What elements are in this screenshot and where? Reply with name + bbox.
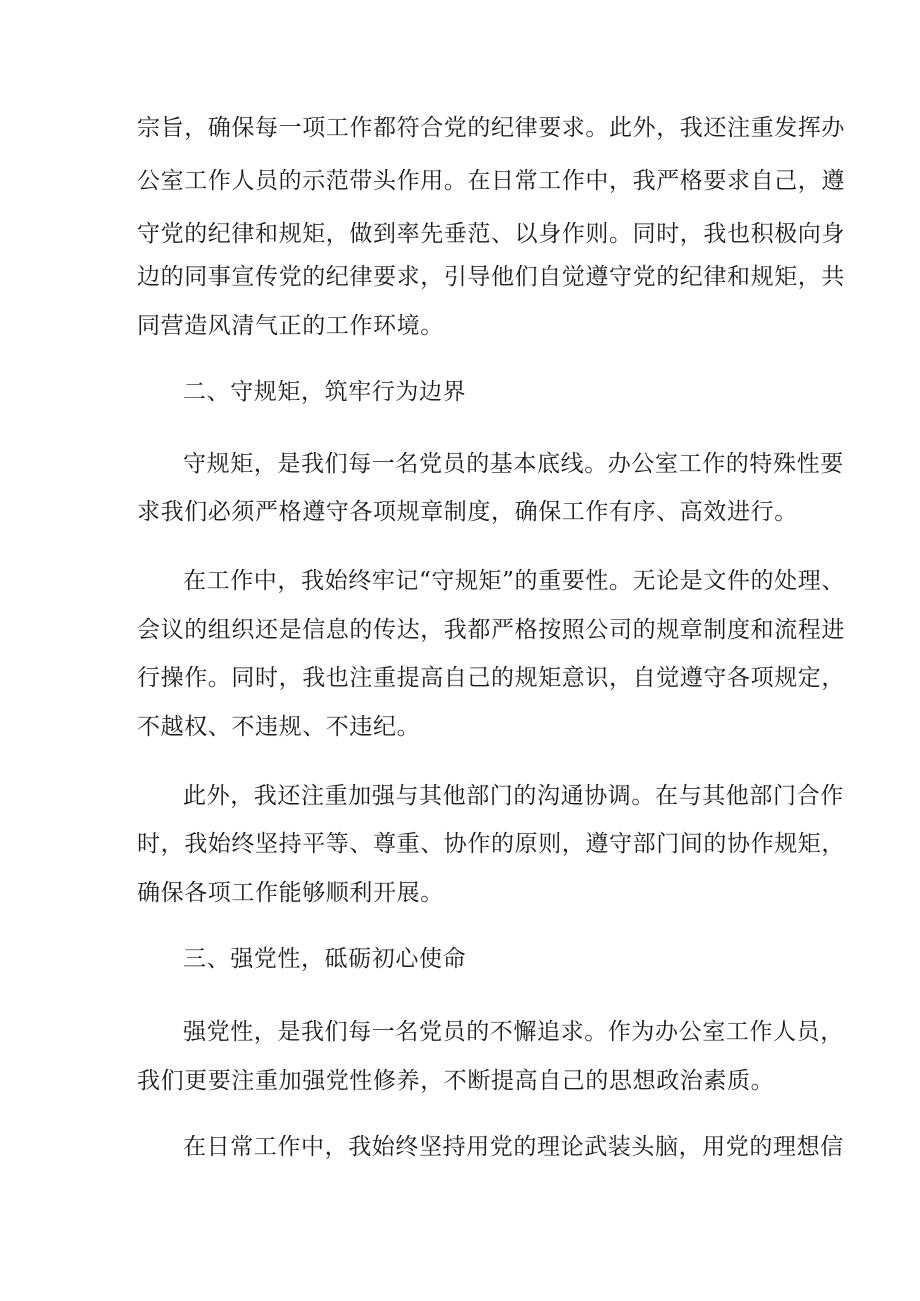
paragraph-line: 边的同事宣传党的纪律要求，引导他们自觉遵守党的纪律和规矩，共: [137, 264, 845, 290]
paragraph-line: 此外，我还注重加强与其他部门的沟通协调。在与其他部门合作: [183, 783, 844, 809]
paragraph-line: 宗旨，确保每一项工作都符合党的纪律要求。此外，我还注重发挥办: [137, 115, 845, 141]
paragraph-line: 不越权、不违规、不违纪。: [137, 714, 421, 740]
paragraph-line: 在日常工作中，我始终坚持用党的理论武装头脑，用党的理想信: [183, 1134, 844, 1160]
paragraph-line: 同营造风清气正的工作环境。: [137, 313, 444, 339]
section-heading-3: 三、强党性，砥砺初心使命: [183, 946, 467, 972]
section-heading-2: 二、守规矩，筑牢行为边界: [183, 379, 467, 405]
paragraph-line: 公室工作人员的示范带头作用。在日常工作中，我严格要求自己，遵: [137, 168, 845, 194]
paragraph-line: 行操作。同时，我也注重提高自己的规矩意识，自觉遵守各项规定，: [137, 665, 845, 691]
paragraph-line: 守规矩，是我们每一名党员的基本底线。办公室工作的特殊性要: [183, 451, 844, 477]
paragraph-line: 在工作中，我始终牢记“守规矩”的重要性。无论是文件的处理、: [183, 568, 845, 594]
paragraph-line: 守党的纪律和规矩，做到率先垂范、以身作则。同时，我也积极向身: [137, 221, 845, 247]
paragraph-line: 强党性，是我们每一名党员的不懈追求。作为办公室工作人员，: [183, 1019, 844, 1045]
paragraph-line: 我们更要注重加强党性修养，不断提高自己的思想政治素质。: [137, 1068, 775, 1094]
paragraph-line: 时，我始终坚持平等、尊重、协作的原则，遵守部门间的协作规矩，: [137, 831, 845, 857]
paragraph-line: 会议的组织还是信息的传达，我都严格按照公司的规章制度和流程进: [137, 617, 845, 643]
paragraph-line: 确保各项工作能够顺利开展。: [137, 880, 444, 906]
paragraph-line: 求我们必须严格遵守各项规章制度，确保工作有序、高效进行。: [137, 499, 798, 525]
